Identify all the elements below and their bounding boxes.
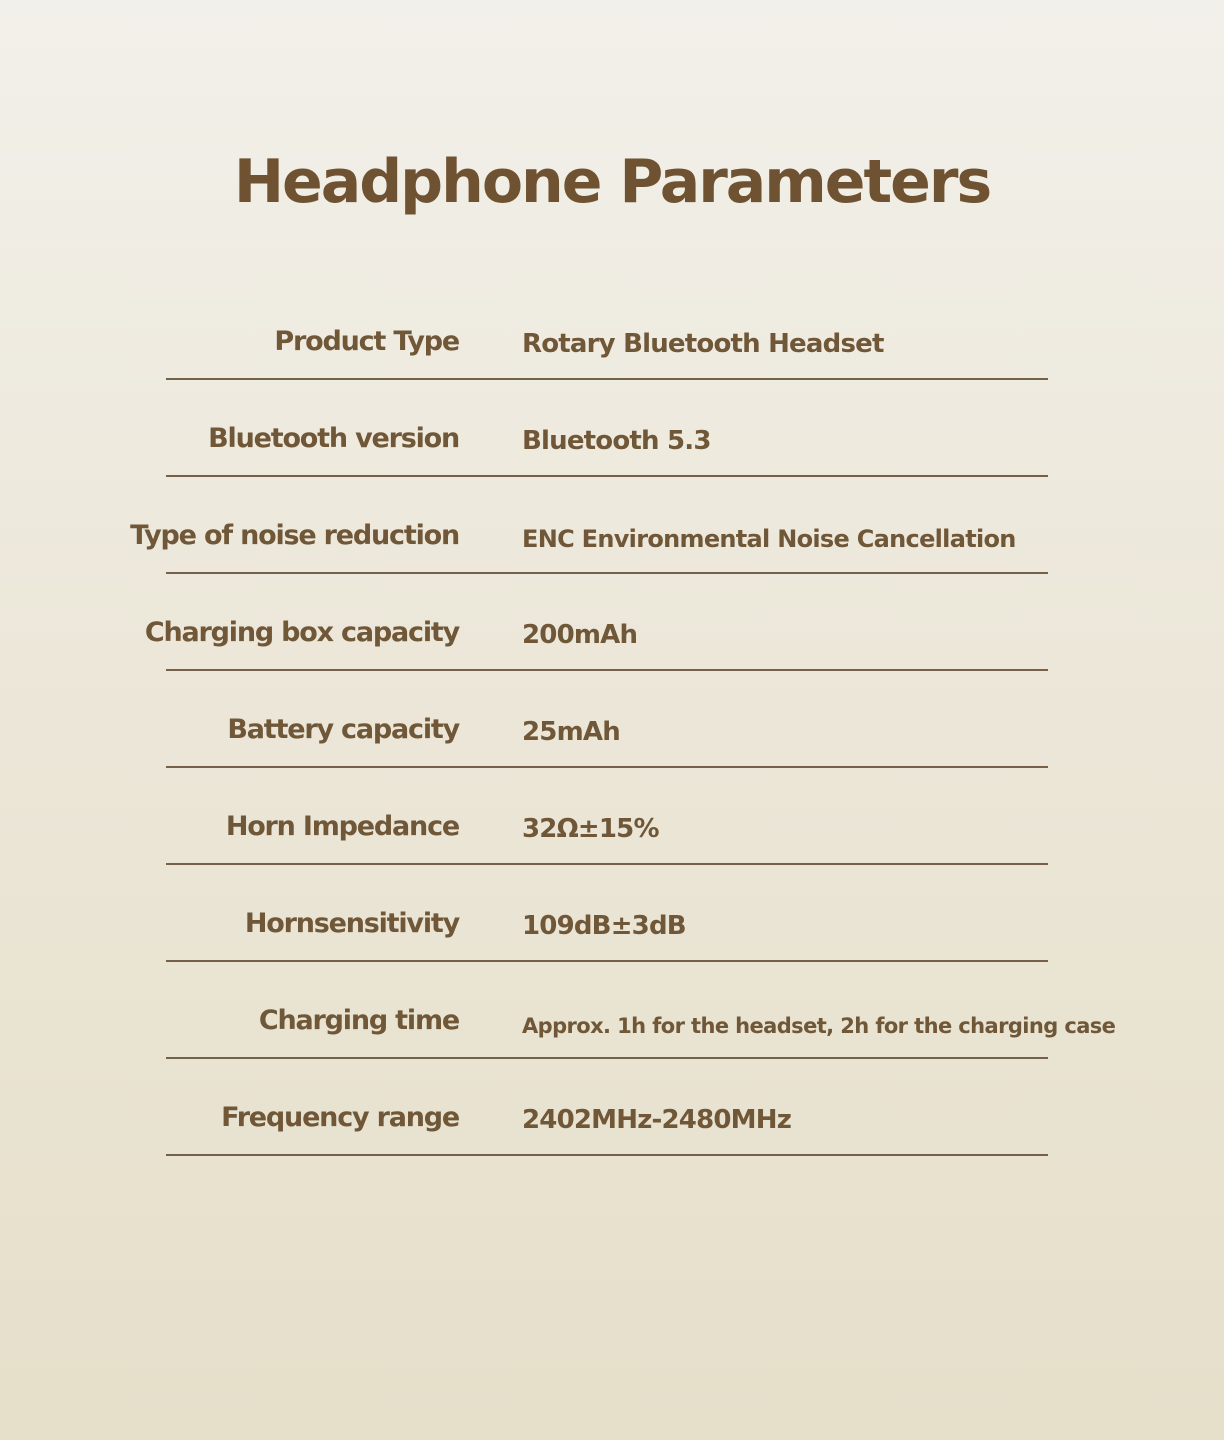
- spec-row-horn-sensitivity: [0, 872, 1224, 969]
- spec-value: Rotary Bluetooth Headset: [522, 329, 884, 359]
- spec-value: 109dB±3dB: [522, 911, 686, 941]
- spec-row-product-type: [0, 290, 1224, 387]
- spec-label: Hornsensitivity: [244, 908, 459, 939]
- spec-row-bluetooth-version: [0, 387, 1224, 484]
- spec-row-horn-impedance: [0, 775, 1224, 872]
- row-divider: [166, 863, 1048, 865]
- spec-value: 2402MHz-2480MHz: [522, 1105, 792, 1135]
- spec-value: Bluetooth 5.3: [522, 426, 711, 456]
- spec-row-charging-box-capacity: [0, 581, 1224, 678]
- spec-label: Charging time: [258, 1005, 459, 1036]
- spec-label: Battery capacity: [227, 714, 459, 745]
- spec-label: Charging box capacity: [144, 617, 459, 648]
- spec-value: 32Ω±15%: [522, 814, 659, 844]
- row-divider: [166, 960, 1048, 962]
- spec-row-battery-capacity: [0, 678, 1224, 775]
- row-divider: [166, 1154, 1048, 1156]
- spec-label: Frequency range: [221, 1102, 459, 1133]
- row-divider: [166, 669, 1048, 671]
- row-divider: [166, 1057, 1048, 1059]
- row-divider: [166, 572, 1048, 574]
- page-title: Headphone Parameters: [233, 147, 991, 217]
- spec-label: Type of noise reduction: [130, 520, 459, 551]
- row-divider: [166, 475, 1048, 477]
- spec-value: 25mAh: [522, 717, 620, 747]
- spec-row-frequency-range: [0, 1066, 1224, 1163]
- row-divider: [166, 766, 1048, 768]
- spec-row-noise-reduction: [0, 484, 1224, 581]
- spec-label: Bluetooth version: [208, 423, 459, 454]
- spec-table: [0, 290, 1224, 1163]
- row-divider: [166, 378, 1048, 380]
- spec-value: ENC Environmental Noise Cancellation: [522, 525, 1016, 553]
- spec-value: 200mAh: [522, 620, 638, 650]
- spec-value: Approx. 1h for the headset, 2h for the charging case: [522, 1014, 1116, 1038]
- spec-row-charging-time: [0, 969, 1224, 1066]
- spec-label: Horn Impedance: [225, 811, 459, 842]
- spec-label: Product Type: [274, 326, 459, 357]
